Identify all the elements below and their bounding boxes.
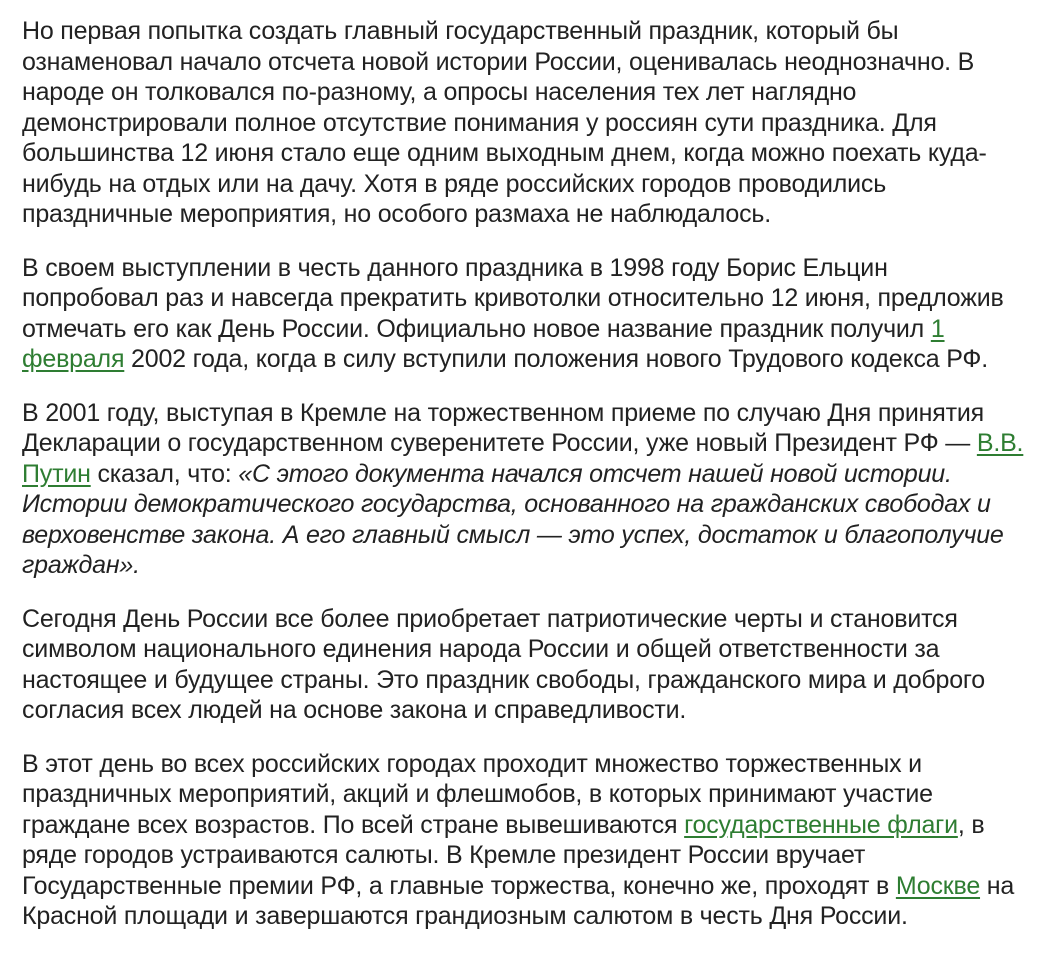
- paragraph-today: [22, 604, 1029, 726]
- link-moscow[interactable]: Москве: [895, 871, 981, 900]
- paragraph-first-attempt: [22, 16, 1029, 230]
- paragraph-yeltsin: [22, 253, 1029, 375]
- paragraph-text: В своем выступлении в честь данного праздника в 1998 году Борис Ельцин попробовал раз и навсегда прекратить кривотолки относительно 12 июня, предложив отмечать его как День России. Официально новое название праздник получил: [22, 253, 1004, 343]
- paragraph-putin: [22, 398, 1029, 581]
- paragraph-text: Но первая попытка создать главный государственный праздник, который бы ознаменовал начало отсчета новой истории России, оценивалась неоднозначно. В народе он толковался по-разному, а опросы населения тех лет наглядно демонстрировали полное отсутствие понимания у россиян сути праздника. Для большинства 12 июня стало еще одним выходным днем, когда можно поехать куда-нибудь на отдых или на дачу. Хотя в ряде российских городов проводились праздничные мероприятия, но особого размаха не наблюдалось.: [22, 17, 987, 228]
- putin-quote: «С этого документа начался отсчет нашей новой истории. Истории демократического государства, основанного на гражданских свободах и верховенстве закона. А его главный смысл — это успех, достаток и благополучие граждан».: [22, 459, 1004, 579]
- paragraph-text: на Красной площади и завершаются грандиозным салютом в честь Дня России.: [22, 871, 1015, 930]
- paragraph-text: 2002 года, когда в силу вступили положения нового Трудового кодекса РФ.: [124, 345, 988, 373]
- paragraph-celebrations: [22, 749, 1029, 932]
- link-state-flags[interactable]: государственные флаги: [684, 810, 958, 839]
- link-putin[interactable]: В.В. Путин: [22, 429, 1024, 488]
- paragraph-text: В 2001 году, выступая в Кремле на торжественном приеме по случаю Дня принятия Декларации о государственном суверенитете России, уже новый Президент РФ —: [22, 398, 984, 457]
- paragraph-text: , в ряде городов устраиваются салюты. В Кремле президент России вручает Государственные премии РФ, а главные торжества, конечно же, проходят в: [22, 810, 985, 900]
- paragraph-text: В этот день во всех российских городах проходит множество торжественных и праздничных мероприятий, акций и флешмобов, в которых принимают участие граждане всех возрастов. По всей стране вывешиваются: [22, 749, 933, 839]
- link-february-1[interactable]: 1 февраля: [22, 314, 945, 373]
- paragraph-text: сказал, что:: [90, 459, 239, 488]
- paragraph-text: Сегодня День России все более приобретает патриотические черты и становится символом национального единения народа России и общей ответственности за настоящее и будущее страны. Это праздник свободы, гражданского мира и доброго согласия всех людей на основе закона и справедливости.: [22, 604, 985, 724]
